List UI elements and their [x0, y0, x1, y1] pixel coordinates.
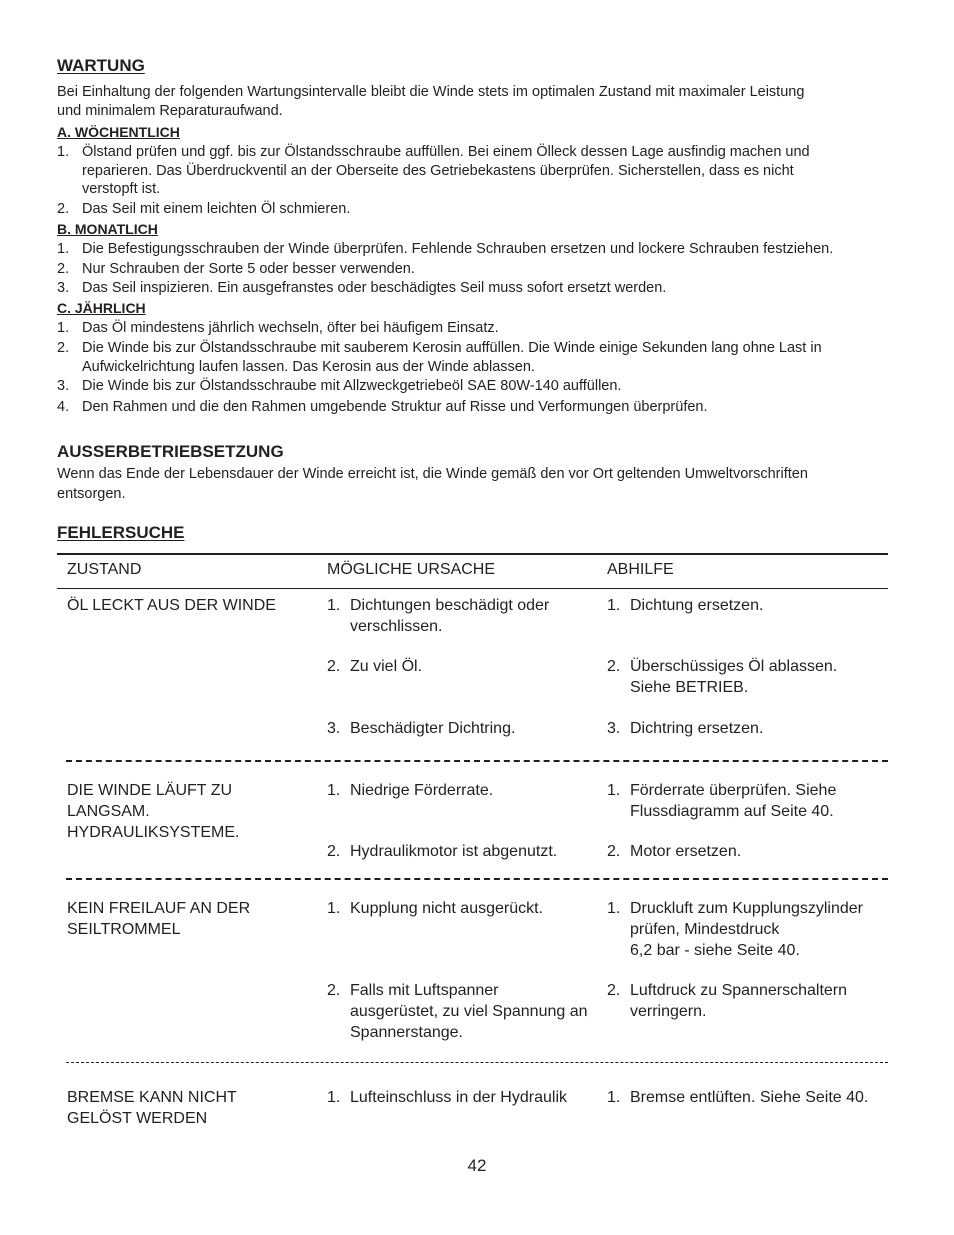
cause-number: 1.: [327, 900, 341, 917]
zustand-line: ÖL LECKT AUS DER WINDE: [67, 597, 276, 614]
remedy-number: 2.: [607, 658, 621, 675]
cause-number: 2.: [327, 658, 341, 675]
zustand-cell: [67, 898, 250, 940]
header-abhilfe: ABHILFE: [607, 561, 674, 578]
list-text-line: Nur Schrauben der Sorte 5 oder besser verwenden.: [82, 261, 415, 277]
wartung-heading: WARTUNG: [57, 56, 145, 75]
ausser-text-line-2: entsorgen.: [57, 486, 126, 502]
cause-line: Beschädigter Dichtring.: [350, 720, 516, 737]
zustand-line: GELÖST WERDEN: [67, 1110, 208, 1127]
remedy-number: 3.: [607, 720, 621, 737]
remedy-line: Überschüssiges Öl ablassen.: [630, 658, 838, 675]
list-number: 2.: [57, 201, 70, 217]
page-number: 42: [467, 1156, 487, 1175]
list-number: 4.: [57, 399, 70, 415]
remedy-number: 1.: [607, 597, 621, 614]
row-divider: [66, 878, 888, 880]
remedy-item: [607, 780, 897, 824]
cause-line: Niedrige Förderrate.: [350, 782, 494, 799]
cause-item: [327, 595, 607, 639]
zustand-cell: [67, 780, 239, 843]
list-text-line: Aufwickelrichtung laufen lassen. Das Kerosin aus der Winde ablassen.: [82, 358, 535, 375]
remedy-item: [607, 841, 897, 863]
remedy-line: Bremse entlüften. Siehe Seite 40.: [630, 1089, 869, 1106]
monthly-heading: B. MONATLICH: [57, 221, 158, 237]
remedy-line: Dichtung ersetzen.: [630, 597, 764, 614]
cause-number: 2.: [327, 982, 341, 999]
cause-line: Zu viel Öl.: [350, 658, 423, 675]
remedy-number: 1.: [607, 782, 621, 799]
list-number: 3.: [57, 280, 70, 296]
wartung-intro-line-1: Bei Einhaltung der folgenden Wartungsintervalle bleibt die Winde stets im optimalen Zustand mit maximaler Leistung: [57, 84, 805, 100]
remedy-line: Förderrate überprüfen. Siehe: [630, 782, 837, 799]
row-divider: [66, 1062, 888, 1063]
yearly-item: [57, 319, 897, 339]
cause-number: 1.: [327, 1089, 341, 1106]
remedy-line: Dichtring ersetzen.: [630, 720, 764, 737]
remedy-item: [607, 980, 897, 1024]
zustand-cell: [67, 1087, 237, 1129]
cause-line: Lufteinschluss in der Hydraulik: [350, 1089, 567, 1106]
cause-line: Falls mit Luftspanner: [350, 982, 499, 999]
remedy-number: 2.: [607, 843, 621, 860]
cause-line: verschlissen.: [350, 618, 443, 635]
cause-item: [327, 780, 607, 802]
list-number: 2.: [57, 261, 70, 277]
fehlersuche-heading: FEHLERSUCHE: [57, 523, 185, 542]
list-text-line: Ölstand prüfen und ggf. bis zur Ölstandsschraube auffüllen. Bei einem Ölleck dessen Lage ausfindig machen und: [82, 144, 810, 160]
zustand-line: DIE WINDE LÄUFT ZU: [67, 782, 233, 799]
list-text-line: reparieren. Das Überdruckventil an der Oberseite des Getriebekastens überprüfen. Sicherstellen, dass es nicht: [82, 162, 794, 179]
yearly-heading: C. JÄHRLICH: [57, 300, 146, 316]
cause-line: Dichtungen beschädigt oder: [350, 597, 550, 614]
ausser-text-line-1: Wenn das Ende der Lebensdauer der Winde erreicht ist, die Winde gemäß den vor Ort geltenden Umweltvorschriften: [57, 466, 808, 482]
header-zustand: ZUSTAND: [67, 561, 142, 578]
cause-line: ausgerüstet, zu viel Spannung an: [350, 1003, 588, 1020]
cause-item: [327, 656, 607, 678]
monthly-item: [57, 240, 917, 260]
remedy-item: [607, 656, 897, 700]
cause-line: Spannerstange.: [350, 1024, 463, 1041]
remedy-line: Siehe BETRIEB.: [630, 679, 749, 696]
list-text-line: verstopft ist.: [82, 181, 161, 197]
list-text-line: Das Seil inspizieren. Ein ausgefranstes oder beschädigtes Seil muss sofort ersetzt werden.: [82, 280, 667, 296]
yearly-item: [57, 398, 897, 418]
yearly-item: [57, 377, 897, 397]
weekly-item: [57, 143, 897, 203]
remedy-line: prüfen, Mindestdruck: [630, 921, 780, 938]
cause-number: 1.: [327, 597, 341, 614]
zustand-line: HYDRAULIKSYSTEME.: [67, 824, 240, 841]
remedy-number: 1.: [607, 900, 621, 917]
remedy-item: [607, 595, 897, 617]
list-number: 1.: [57, 320, 70, 336]
list-text-line: Den Rahmen und die den Rahmen umgebende Struktur auf Risse und Verformungen überprüfen.: [82, 399, 708, 415]
list-text-line: Das Seil mit einem leichten Öl schmieren.: [82, 201, 351, 217]
monthly-item: [57, 279, 897, 299]
zustand-cell: [67, 595, 276, 616]
row-divider: [66, 760, 888, 762]
list-number: 2.: [57, 340, 70, 356]
cause-item: [327, 1087, 607, 1109]
list-number: 1.: [57, 144, 70, 160]
remedy-item: [607, 898, 907, 964]
list-number: 3.: [57, 378, 70, 394]
header-rule: [57, 588, 888, 589]
zustand-line: BREMSE KANN NICHT: [67, 1089, 237, 1106]
list-text-line: Die Winde bis zur Ölstandsschraube mit Allzweckgetriebeöl SAE 80W-140 auffüllen.: [82, 378, 622, 394]
monthly-item: [57, 260, 897, 280]
remedy-item: [607, 718, 897, 740]
remedy-line: Luftdruck zu Spannerschaltern: [630, 982, 848, 999]
ausser-heading: AUSSERBETRIEBSETZUNG: [57, 442, 284, 461]
remedy-item: [607, 1087, 907, 1109]
weekly-heading: A. WÖCHENTLICH: [57, 124, 180, 140]
cause-number: 1.: [327, 782, 341, 799]
zustand-line: LANGSAM.: [67, 803, 150, 820]
yearly-item: [57, 339, 897, 379]
cause-item: [327, 718, 607, 740]
remedy-line: verringern.: [630, 1003, 707, 1020]
list-text-line: Die Winde bis zur Ölstandsschraube mit sauberem Kerosin auffüllen. Die Winde einige Sekunden lang ohne Last in: [82, 340, 822, 356]
remedy-line: 6,2 bar - siehe Seite 40.: [630, 942, 800, 959]
cause-item: [327, 980, 607, 1046]
cause-line: Kupplung nicht ausgerückt.: [350, 900, 544, 917]
remedy-line: Flussdiagramm auf Seite 40.: [630, 803, 834, 820]
cause-line: Hydraulikmotor ist abgenutzt.: [350, 843, 558, 860]
weekly-item: [57, 200, 897, 220]
cause-number: 3.: [327, 720, 341, 737]
remedy-number: 1.: [607, 1089, 621, 1106]
remedy-number: 2.: [607, 982, 621, 999]
cause-number: 2.: [327, 843, 341, 860]
remedy-line: Druckluft zum Kupplungszylinder: [630, 900, 863, 917]
table-top-rule: [57, 553, 888, 555]
cause-item: [327, 898, 607, 920]
zustand-line: KEIN FREILAUF AN DER: [67, 900, 251, 917]
list-number: 1.: [57, 241, 70, 257]
zustand-line: SEILTROMMEL: [67, 921, 181, 938]
cause-item: [327, 841, 607, 863]
wartung-intro-line-2: und minimalem Reparaturaufwand.: [57, 103, 283, 119]
list-text-line: Das Öl mindestens jährlich wechseln, öfter bei häufigem Einsatz.: [82, 320, 499, 336]
header-ursache: MÖGLICHE URSACHE: [327, 561, 496, 578]
remedy-line: Motor ersetzen.: [630, 843, 742, 860]
list-text-line: Die Befestigungsschrauben der Winde überprüfen. Fehlende Schrauben ersetzen und lockere Schrauben festziehen.: [82, 241, 834, 257]
